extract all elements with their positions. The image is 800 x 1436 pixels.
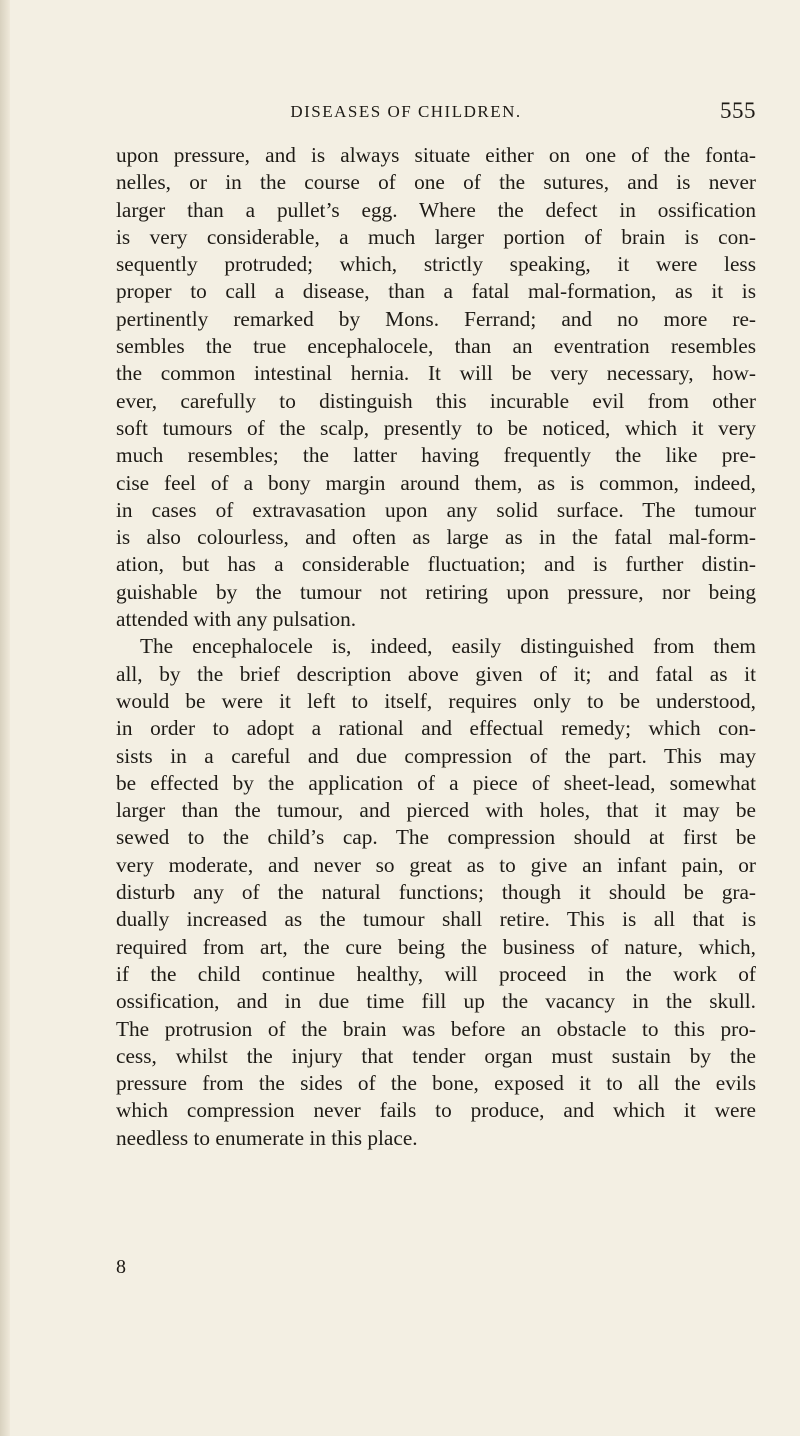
text-line: attended with any pulsation. bbox=[116, 607, 357, 632]
text-line: very moderate, and never so great as to give an infant pain, or bbox=[116, 852, 756, 877]
text-line: would be were it left to itself, requires only to be understood, bbox=[116, 688, 756, 713]
text-line: if the child continue healthy, will proceed in the work of bbox=[116, 961, 756, 986]
text-line: larger than the tumour, and pierced with holes, that it may be bbox=[116, 798, 756, 823]
text-line: larger than a pullet’s egg. Where the defect in ossification bbox=[116, 197, 756, 222]
text-line: sequently protruded; which, strictly speaking, it were less bbox=[116, 252, 756, 277]
text-line: nelles, or in the course of one of the sutures, and is never bbox=[116, 170, 756, 195]
text-line: proper to call a disease, than a fatal mal-formation, as it is bbox=[116, 279, 756, 304]
text-line: sists in a careful and due compression of the part. This may bbox=[116, 743, 756, 768]
text-line: which compression never fails to produce, and which it were bbox=[116, 1098, 756, 1123]
text-line: sewed to the child’s cap. The compression should at first be bbox=[116, 825, 756, 850]
text-line: required from art, the cure being the business of nature, which, bbox=[116, 934, 756, 959]
text-line: ossification, and in due time fill up the vacancy in the skull. bbox=[116, 989, 756, 1014]
paragraph-2 bbox=[116, 633, 756, 1152]
text-line: all, by the brief description above given of it; and fatal as it bbox=[116, 661, 756, 686]
text-line: guishable by the tumour not retiring upon pressure, nor being bbox=[116, 579, 756, 604]
text-line: dually increased as the tumour shall retire. This is all that is bbox=[116, 907, 756, 932]
text-line: ation, but has a considerable fluctuation; and is further distin- bbox=[116, 552, 756, 577]
text-line: needless to enumerate in this place. bbox=[116, 1125, 418, 1150]
text-line: much resembles; the latter having frequently the like pre- bbox=[116, 443, 756, 468]
text-line: cess, whilst the injury that tender organ must sustain by the bbox=[116, 1043, 756, 1068]
text-line: ever, carefully to distinguish this incurable evil from other bbox=[116, 388, 756, 413]
text-line: The protrusion of the brain was before an obstacle to this pro- bbox=[116, 1016, 756, 1041]
text-line: pertinently remarked by Mons. Ferrand; and no more re- bbox=[116, 306, 756, 331]
text-line: is very considerable, a much larger portion of brain is con- bbox=[116, 224, 756, 249]
running-title: DISEASES OF CHILDREN. bbox=[290, 102, 522, 121]
paragraph-1 bbox=[116, 142, 756, 633]
text-line: be effected by the application of a piece of sheet-lead, somewhat bbox=[116, 770, 756, 795]
body-text bbox=[116, 142, 756, 1152]
text-line: sembles the true encephalocele, than an eventration resembles bbox=[116, 334, 756, 359]
text-line: in order to adopt a rational and effectual remedy; which con- bbox=[116, 716, 756, 741]
page-edge bbox=[0, 0, 10, 1436]
page-number: 555 bbox=[720, 98, 756, 123]
text-line: disturb any of the natural functions; though it should be gra- bbox=[116, 880, 756, 905]
text-line: in cases of extravasation upon any solid surface. The tumour bbox=[116, 497, 756, 522]
running-head bbox=[116, 98, 756, 128]
text-line: pressure from the sides of the bone, exposed it to all the evils bbox=[116, 1071, 756, 1096]
text-line: is also colourless, and often as large as in the fatal mal-form- bbox=[116, 525, 756, 550]
text-line: soft tumours of the scalp, presently to be noticed, which it very bbox=[116, 415, 756, 440]
text-line: upon pressure, and is always situate either on one of the fonta- bbox=[116, 143, 756, 167]
text-line: the common intestinal hernia. It will be very necessary, how- bbox=[116, 361, 756, 386]
text-line: cise feel of a bony margin around them, as is common, indeed, bbox=[116, 470, 756, 495]
text-line: The encephalocele is, indeed, easily distinguished from them bbox=[140, 634, 756, 659]
signature-mark: 8 bbox=[116, 1256, 126, 1278]
